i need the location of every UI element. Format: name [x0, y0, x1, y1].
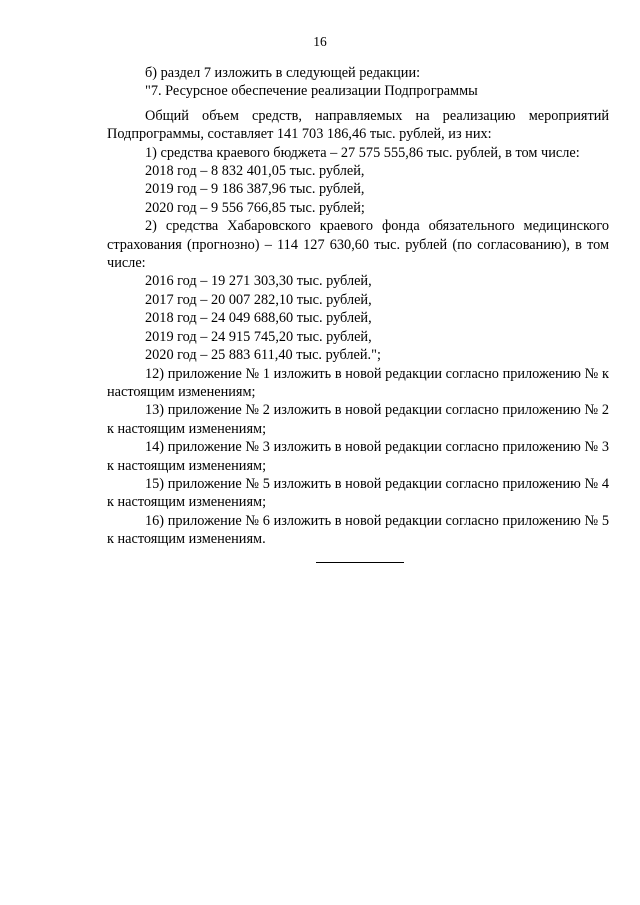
line-2020-fund: 2020 год – 25 883 611,40 тыс. рублей."; — [145, 347, 381, 364]
line-2016-fund: 2016 год – 19 271 303,30 тыс. рублей, — [145, 273, 372, 290]
paragraph-total-funding: Общий объем средств, направляемых на реализацию мероприятий Подпрограммы, составляет 141 703 186,46 тыс. рублей, из них: — [107, 107, 609, 143]
end-separator-line — [316, 562, 404, 563]
line-2018-fund: 2018 год – 24 049 688,60 тыс. рублей, — [145, 310, 372, 327]
item-16: 16) приложение № 6 изложить в новой редакции согласно приложению № 5 к настоящим изменениям. — [107, 512, 609, 548]
line-2018-regional: 2018 год – 8 832 401,05 тыс. рублей, — [145, 163, 365, 180]
item-14: 14) приложение № 3 изложить в новой редакции согласно приложению № 3 к настоящим изменениям; — [107, 439, 609, 474]
line-2019-regional: 2019 год – 9 186 387,96 тыс. рублей, — [145, 181, 365, 198]
paragraph-insurance-fund: 2) средства Хабаровского краевого фонда обязательного медицинского страхования (прогнозно) – 114 127 630,60 тыс. рублей (по согласованию), в том числе: — [107, 218, 609, 272]
line-2017-fund: 2017 год – 20 007 282,10 тыс. рублей, — [145, 291, 372, 308]
item-15: 15) приложение № 5 изложить в новой редакции согласно приложению № 4 к настоящим изменениям; — [107, 475, 609, 511]
paragraph-regional-budget: 1) средства краевого бюджета – 27 575 555,86 тыс. рублей, в том числе: — [145, 144, 580, 161]
line-2020-regional: 2020 год – 9 556 766,85 тыс. рублей; — [145, 199, 365, 216]
item-12: 12) приложение № 1 изложить в новой редакции согласно приложению № к настоящим изменениям; — [107, 365, 609, 400]
section-heading: "7. Ресурсное обеспечение реализации Подпрограммы — [145, 83, 478, 100]
line-2019-fund: 2019 год – 24 915 745,20 тыс. рублей, — [145, 328, 372, 345]
item-13: 13) приложение № 2 изложить в новой редакции согласно приложению № 2 к настоящим изменениям; — [107, 402, 609, 437]
paragraph-section-intro: б) раздел 7 изложить в следующей редакции: — [145, 65, 421, 81]
document-body — [107, 64, 609, 549]
page-number: 16 — [313, 34, 327, 49]
